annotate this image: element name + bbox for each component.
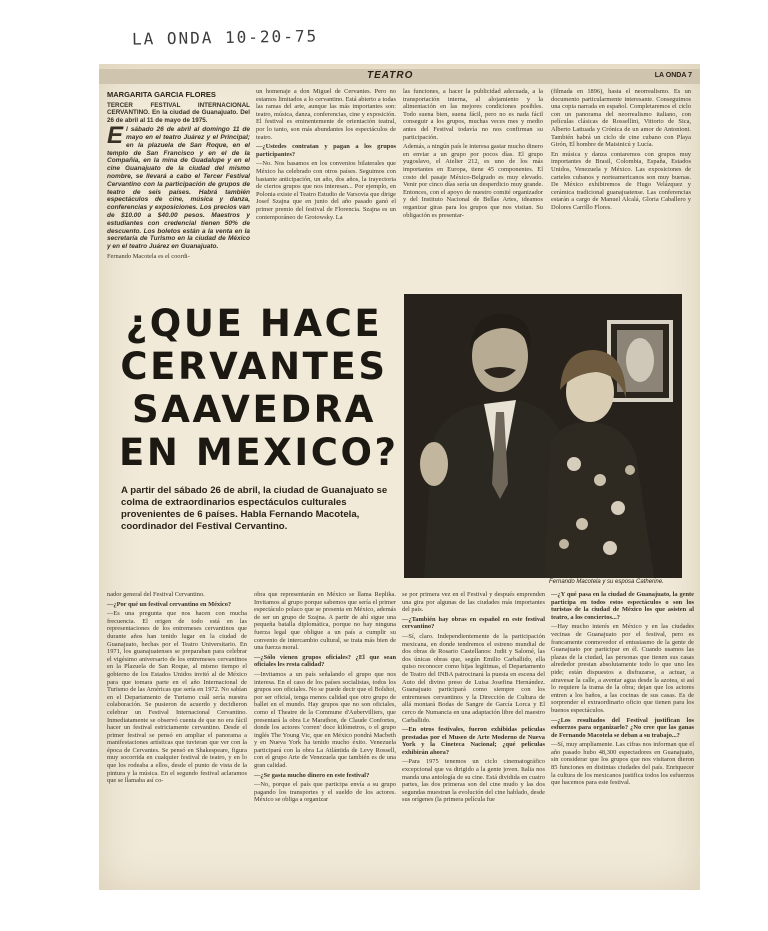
question: —¿Y qué pasa en la ciudad de Guanajuato, la gente participa en todos estos espectáculos o son los turistas de la ciudad de México los que asisten al teatro, a los conciertos...? <box>551 591 694 621</box>
paragraph: —Para 1975 tenemos un ciclo cinematográfico excepcional que va dirigido a la gente joven. Italia nos manda una antología de su cine. Está dividida en cuatro partes, las dos primeras son del cine mudo y las dos segundas muestran la evolución del cine hablado, desde sus orígenes (la primera película fue <box>402 758 545 804</box>
headline-line: ¿QUE HACE <box>125 302 383 345</box>
bottom-column-2 <box>254 591 396 881</box>
intro-text: l sábado 26 de abril al domingo 11 de mayo en el teatro Juárez y el Principal; en la plazuela de San Roque, en el templo de San Francisco y en el de la Compañía, en la mina de Guadalupe y en el cine Guanajuato de la ciudad del mismo nombre, se llevará a cabo el Tercer Festival Cervantino con la participación de grupos de teatro de seis países. Habrá también espectáculos de cine, música y danza, conferencias y exposiciones. Los precios van de $10.00 a $40.00 pesos. Maestros y estudiantes con credencial tienen 50% de descuento. Los boletos están a la venta en la secretaría de Turismo en la ciudad de México y en el teatro Juárez en Guanajuato. <box>107 126 250 251</box>
top-column-4 <box>551 88 691 288</box>
paragraph: las funciones, a hacer la publicidad adecuada, a la transportación interna, al alojamiento y la alimentación en las mejores condiciones posibles. Todo suena bien, suena fácil, pero no es nada fácil conseguir a los grupos, muchas veces mes y medio antes del Festival todavía no nos confirman su participación. <box>403 88 543 141</box>
paragraph: obra que representarán en México se llama Replika. Invitamos al grupo porque sabemos que sería el primer espectáculo polaco que se presenta en México, además de ser un grupo de Szajna. A partir de ahí sigue una pequeña batalla diplomática, porque no hay ninguna fuerza legal que obligue a un país a cumplir su convenio de intercambio cultural, se trata más bien de una fuerza moral. <box>254 591 396 652</box>
question: —¿También hay obras en español en este festival cervantino? <box>402 615 545 631</box>
paragraph: —No, porque el país que participa envía a su grupo pagando los transportes y el sueldo de los actores. México se obliga a organizar <box>254 781 396 804</box>
byline: MARGARITA GARCIA FLORES <box>107 90 216 99</box>
question: —¿Se gasta mucho dinero en este festival? <box>254 771 370 779</box>
intro-column <box>107 102 250 278</box>
paragraph: —Sí, claro. Independientemente de la participación mexicana, en donde tendremos el estreno mundial de dos obras de Rosario Castellanos: Judit y Salomé, las dos únicas obras que, según Emilio Carballido, ella quiso reconocer como hijas legítimas, el Departamento de Teatro del INBA patrocinará la puesta en escena del Auto del divino preso de Luisa Josefina Hernández. Guanajuato participará como siempre con los entremeses cervantinos y la Dirección de Cultura de allá montará Bodas de Sangre de García Lorca y El cerco de Numancia en una adaptación libre del maestro Carballido. <box>402 632 545 724</box>
question: —¿Sólo vienen grupos oficiales? ¿El que sean oficiales les resta calidad? <box>254 653 396 669</box>
top-column-3 <box>403 88 543 278</box>
top-column-2 <box>256 88 396 278</box>
paragraph: En música y danza contaremos con grupos muy importantes de Brasil, Colombia, España, Estados Unidos, Venezuela y México. Las exposiciones de carteles cubanos y norteamericanos son muy buenas. De México exhibiremos de Hugo Velázquez y cerámica tradicional guanajuatense. Las conferencias estarán a cargo de Manuel Alcalá, Gloria Caballero y Dolores Carrillo Flores. <box>551 150 691 211</box>
photo-illustration <box>404 294 682 578</box>
paragraph: nador general del Festival Cervantino. <box>107 591 205 598</box>
paragraph: se por primera vez en el Festival y después emprenden una gira por algunas de las ciudades más importantes del país. <box>402 591 545 614</box>
page-label: LA ONDA 7 <box>654 72 692 79</box>
photo-caption: Fernando Macotela y su esposa Catherine. <box>549 579 664 585</box>
headline <box>119 302 399 474</box>
question: —En otros festivales, fueron exhibidas películas prestadas por el Museo de Arte Moderno de Nueva York y la Cineteca Nacional; ¿qué películas exhibirán ahora? <box>402 726 545 756</box>
question: —¿Ustedes contratan y pagan a los grupos participantes? <box>256 143 396 158</box>
paragraph: —Invitamos a un país señalando el grupo que nos interesa. En el caso de los países socialistas, todos los grupos son oficiales. No se puede decir que el Bolshoi, por ser oficial, tenga menos calidad que otro grupo de ballet en el mundo. Hay grupos que no son oficiales, como el Theatre de la Commune d'Aubervilliers, que presentará la obra Le Marathon, de Claude Confortes, donde los actores 'corren' doce kilómetros, o el grupo inglés The Young Vic, que en México pondrá Macbeth y en Nueva York ha tenido mucho éxito. Venezuela participará con la obra La Atlántida de Levy Rossell, con el grupo Arte de Venezuela que también es de una gran calidad. <box>254 670 396 770</box>
handwritten-clipping-note: LA ONDA 10-20-75 <box>131 26 319 49</box>
paragraph: —Sí, muy ampliamente. Las cifras nos informan que el año pasado hubo 48,300 espectadores en Guanajuato, sin considerar que los grupos que nos visitaron dieron 85 funciones en distintas ciudades del país. Enriquecer la cultura de los mexicanos justifica todos los esfuerzos que hacemos para este festival. <box>551 741 694 787</box>
dropcap: E <box>107 122 124 150</box>
headline-line: CERVANTES <box>120 345 388 388</box>
paragraph: —Hay mucho interés en México y en las ciudades vecinas de Guanajuato por el festival, pero es francamente conmovedor el entusiasmo de la gente de Guanajuato por participar en él. Cuando usamos las plazas de la ciudad, las personas que tienen sus casas alrededor prestan absolutamente todo lo que uno les pide; están dispuestos a disfrazarse, a actuar, a atravesar la calle, a aventar agua desde la azotea, si así lo requiere la trama de la obra; dejan que los actores entren a los baños, a las cocinas de sus casas. Es de sorprender el extraordinario oficio que tienen para los buenos espectáculos. <box>551 623 694 714</box>
paragraph: Además, a ningún país le interesa gastar mucho dinero en enviar a un grupo por pocos días. El grupo yugoslavo, el Atelier 212, es uno de los más importantes en Europa, tiene 45 componentes. El costo del pasaje México-Belgrado es muy elevado. Venir por cinco días sería un desperdicio muy grande. Entonces, con el apoyo de nuestro comité organizador y del Instituto Nacional de Bellas Artes, ideamos organizar giras para los grupos que nos visitan. Su obligación es presentar- <box>403 143 543 219</box>
bottom-column-3 <box>402 591 545 881</box>
question: —¿Por qué un festival cervantino en México? <box>107 600 232 608</box>
headline-line: SAAVEDRA <box>132 388 376 431</box>
intro-paragraph <box>107 122 250 251</box>
paragraph: —No. Nos basamos en los convenios bilaterales que México ha celebrado con otros países. Seguimos con bastante anticipación, un año, dos años, la trayectoria de ciertos grupos que nos interesan... Por ejemplo, en Polonia existe el Teatro Estudio de Varsovia que dirige Josef Szajna que en junio del año pasado ganó el primer premio del festival de Florencia. Szajna es un contemporáneo de Grotowsky. La <box>256 160 396 221</box>
couple-photo <box>404 294 682 578</box>
headline-line: EN MEXICO? <box>119 431 399 474</box>
question: —¿Los resultados del Festival justifican los esfuerzos para organizarlo? ¿No cree que las ganas de Fernando Macotela se deban a su trabajo...? <box>551 716 694 739</box>
deck: A partir del sábado 26 de abril, la ciudad de Guanajuato se colma de extraordinarios espectáculos culturales provenientes de 6 países. Habla Fernando Macotela, coordinador del Festival Cervantino. <box>121 485 388 532</box>
paragraph: (filmada en 1896), hasta el neorrealismo. Es un documento particularmente interesante. Conseguimos una copia narrada en español. Completaremos el ciclo con un panorama del neorrealismo italiano, con películas clásicas de Rossellini, Vittorio de Sica, Alberto Lattuada y Crónica de un amor de Antonioni. También habrá un ciclo de cine cubano con Playa Girón, El hombre de Maisinicú y Lucía. <box>551 88 691 149</box>
newspaper-page <box>99 64 700 890</box>
bottom-column-1 <box>107 591 247 881</box>
event-summary: TERCER FESTIVAL INTERNACIONAL CERVANTINO. En la ciudad de Guanajuato. Del 26 de abril al 11 de mayo de 1975. <box>107 102 250 124</box>
intro-lead: Fernando Macotela es el coordi- <box>107 252 190 260</box>
paragraph: —Es una pregunta que nos hacen con mucha frecuencia. El origen de todo está en las representaciones de los entremeses cervantinos que durante años han tenido lugar en la ciudad de Guanajuato, hechas por el Teatro Universitario. En 1971, los guanajuatenses se preparaban para celebrar el vigésimo aniversario de los entremeses cervantinos en la Plazuela de San Roque, al mismo tiempo el gobierno de los Estados Unidos invitó al de México para que tomara parte en el año Internacional de Turismo de las Américas que sería en 1972. No sabían en el Departamento de Turismo cuál sería nuestra colaboración. Se pusieron de acuerdo y decidieron celebrar un Festival Internacional Cervantino. Inmediatamente se observó cuenta de que no era fácil hacer un festival estrictamente cervantino. Desde el primer festival se pensó en ampliar el panorama a manifestaciones artísticas que tuvieran que ver con la época de Cervantes. Se pensó en Shakespeare, figura muy socorrida en cualquier festival de teatro, y en lo que los rodeaba a ellos, desde el punto de vista de la pintura y la música. En el segundo festival aclaramos que se llamaba así co- <box>107 610 247 785</box>
section-label: TEATRO <box>367 70 414 81</box>
bottom-column-4 <box>551 591 694 881</box>
paragraph: un homenaje a don Miguel de Cervantes. Pero no estamos limitados a lo cervantino. Está abierto a todas las ramas del arte, aunque las más importantes son: teatro, música, danza, conferencias, cine y exposición. El festival es eminentemente de orientación teatral, por lo tanto, son más abundantes los espectáculos de teatro. <box>256 88 396 141</box>
